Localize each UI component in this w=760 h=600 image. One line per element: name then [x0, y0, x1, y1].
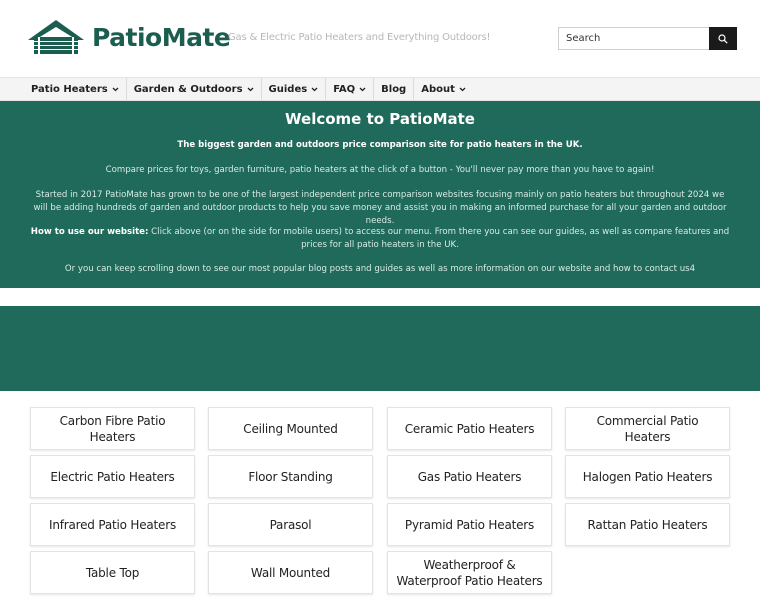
chevron-down-icon	[459, 87, 466, 92]
welcome-scroll-text: Or you can keep scrolling down to see our most popular blog posts and guides as well as more information on our website and how to contact us4	[64, 264, 696, 274]
nav-item-garden-outdoors[interactable]	[127, 78, 262, 100]
chevron-down-icon	[247, 87, 254, 92]
site-logo[interactable]	[26, 18, 230, 56]
search-button[interactable]	[709, 27, 737, 50]
chevron-down-icon	[359, 87, 366, 92]
category-card-gas[interactable]: Gas Patio Heaters	[387, 455, 552, 498]
nav-item-label: Patio Heaters	[31, 83, 108, 95]
category-card-infrared[interactable]: Infrared Patio Heaters	[30, 503, 195, 546]
site-tagline: Gas & Electric Patio Heaters and Everything Outdoors!	[228, 32, 491, 43]
nav-item-about[interactable]	[414, 78, 473, 100]
nav-item-label: Guides	[268, 83, 308, 95]
category-card-ceramic[interactable]: Ceramic Patio Heaters	[387, 407, 552, 450]
nav-item-faq[interactable]	[326, 78, 374, 100]
category-card-rattan[interactable]: Rattan Patio Heaters	[565, 503, 730, 546]
nav-item-patio-heaters[interactable]	[24, 78, 127, 100]
nav-item-label: Blog	[381, 83, 407, 95]
section-gap	[0, 288, 760, 306]
category-card-parasol[interactable]: Parasol	[208, 503, 373, 546]
category-card-commercial[interactable]: Commercial Patio Heaters	[565, 407, 730, 450]
logo-text: PatioMate	[92, 22, 231, 52]
howto-label: How to use our website:	[30, 227, 149, 237]
welcome-title: Welcome to PatioMate	[285, 110, 475, 128]
chevron-down-icon	[311, 87, 318, 92]
chevron-down-icon	[112, 87, 119, 92]
search-icon	[718, 34, 728, 44]
nav-item-blog[interactable]	[374, 78, 414, 100]
welcome-compare-text: Compare prices for toys, garden furniture, patio heaters at the click of a button - You'll never pay more than you have to again!	[105, 165, 655, 175]
search-form	[558, 27, 737, 50]
category-card-ceiling-mounted[interactable]: Ceiling Mounted	[208, 407, 373, 450]
green-banner	[0, 306, 760, 391]
nav-item-label: FAQ	[333, 83, 356, 95]
category-card-wall-mounted[interactable]: Wall Mounted	[208, 551, 373, 594]
welcome-started-text: Started in 2017 PatioMate has grown to be one of the largest independent price comparison websites focusing mainly on patio heaters but throughout 2024 we will be adding hundreds of garden and outdoor products to help you save money and assist you in making an informed purchase for all your garden and outdoor needs.	[33, 190, 727, 226]
welcome-section	[0, 101, 760, 288]
category-card-electric[interactable]: Electric Patio Heaters	[30, 455, 195, 498]
main-nav	[0, 77, 760, 101]
category-card-carbon-fibre[interactable]: Carbon Fibre Patio Heaters	[30, 407, 195, 450]
welcome-howto-text	[28, 226, 732, 252]
category-card-pyramid[interactable]: Pyramid Patio Heaters	[387, 503, 552, 546]
site-header	[0, 0, 760, 77]
category-card-weatherproof[interactable]: Weatherproof & Waterproof Patio Heaters	[387, 551, 552, 594]
category-card-halogen[interactable]: Halogen Patio Heaters	[565, 455, 730, 498]
howto-text: Click above (or on the side for mobile users) to access our menu. From there you can see our guides, as well as compare features and prices for all patio heaters in the UK.	[148, 227, 730, 250]
nav-item-guides[interactable]	[262, 78, 327, 100]
category-card-floor-standing[interactable]: Floor Standing	[208, 455, 373, 498]
welcome-subtitle: The biggest garden and outdoors price comparison site for patio heaters in the UK.	[177, 140, 583, 150]
nav-item-label: Garden & Outdoors	[133, 83, 243, 95]
category-card-table-top[interactable]: Table Top	[30, 551, 195, 594]
nav-item-label: About	[421, 83, 455, 95]
house-logo-icon	[26, 18, 86, 56]
search-input[interactable]	[558, 27, 709, 50]
